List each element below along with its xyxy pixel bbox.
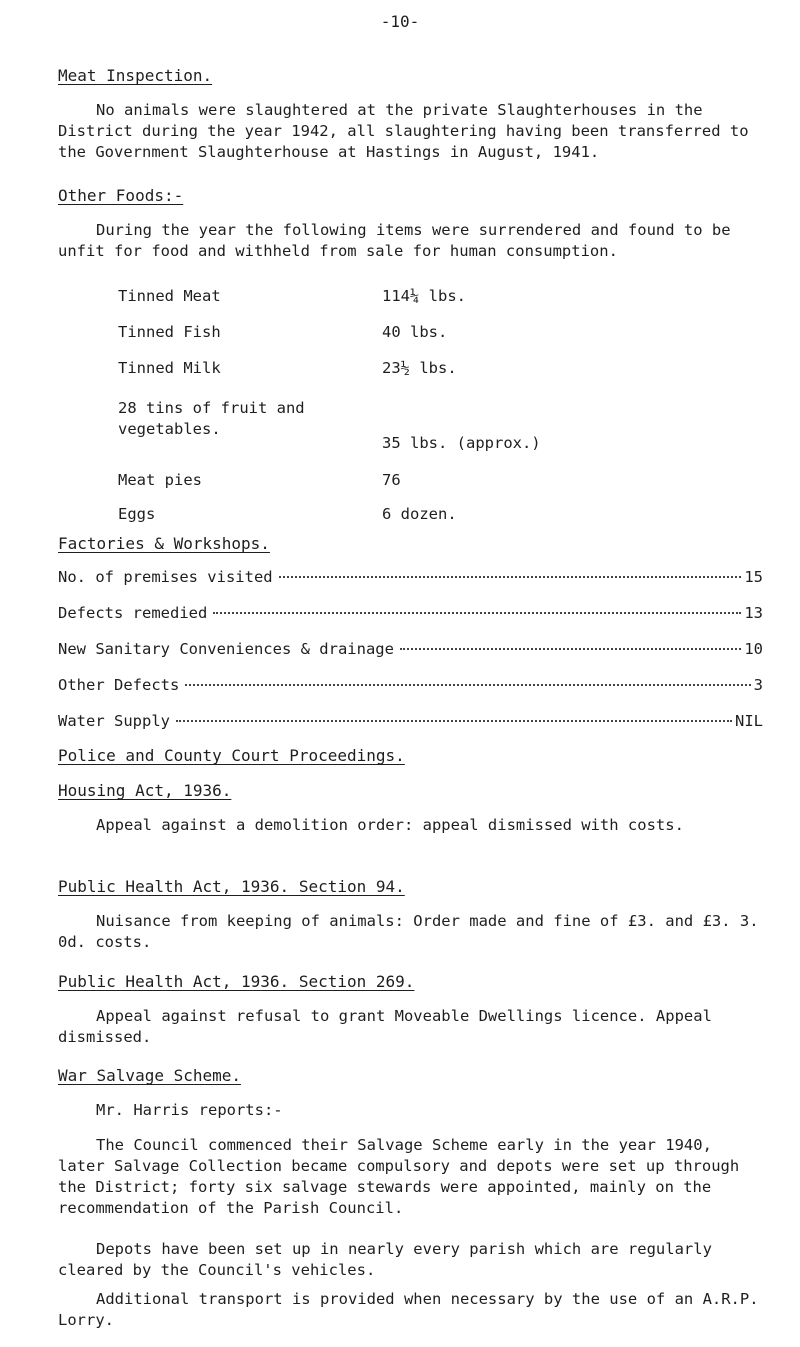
food-item-qty: 114¼ lbs. bbox=[382, 287, 466, 305]
food-item-name: Eggs bbox=[118, 505, 156, 523]
factories-row-value: 3 bbox=[753, 676, 763, 694]
dot-leader bbox=[176, 720, 732, 722]
page-number: -10- bbox=[380, 12, 420, 31]
meat-inspection-heading: Meat Inspection. bbox=[58, 66, 213, 85]
pha-269-heading: Public Health Act, 1936. Section 269. bbox=[58, 972, 415, 991]
meat-inspection-body: No animals were slaughtered at the private Slaughterhouses in the District during the year 1942, all slaughtering having been transferred to the Government Slaughterhouse at Hastings in August, 1941. bbox=[58, 101, 749, 161]
factories-row-label: No. of premises visited bbox=[58, 568, 273, 586]
factories-row-value: NIL bbox=[735, 712, 763, 730]
dot-leader bbox=[279, 576, 742, 578]
housing-act-heading: Housing Act, 1936. bbox=[58, 781, 232, 800]
war-salvage-heading: War Salvage Scheme. bbox=[58, 1066, 242, 1085]
dot-leader bbox=[400, 648, 741, 650]
pha-269-body: Appeal against refusal to grant Moveable Dwellings licence. Appeal dismissed. bbox=[58, 1007, 712, 1046]
factories-row-label: Other Defects bbox=[58, 676, 180, 694]
factories-row-value: 13 bbox=[744, 604, 763, 622]
factories-row-label: Defects remedied bbox=[58, 604, 208, 622]
factories-row-label: Water Supply bbox=[58, 712, 170, 730]
factories-heading: Factories & Workshops. bbox=[58, 534, 270, 553]
other-foods-heading: Other Foods:- bbox=[58, 186, 184, 205]
pha-94-body: Nuisance from keeping of animals: Order made and fine of £3. and £3. 3. 0d. costs. bbox=[58, 912, 759, 951]
food-item-qty: 23½ lbs. bbox=[382, 359, 457, 377]
factories-row bbox=[58, 675, 763, 696]
dot-leader bbox=[185, 684, 750, 686]
food-item-name: Tinned Fish bbox=[118, 323, 221, 341]
pha-94-heading: Public Health Act, 1936. Section 94. bbox=[58, 877, 405, 896]
factories-row bbox=[58, 567, 763, 588]
war-salvage-reporter: Mr. Harris reports:- bbox=[96, 1101, 283, 1119]
war-salvage-para-2: Depots have been set up in nearly every parish which are regularly cleared by the Council's vehicles. bbox=[58, 1240, 712, 1279]
factories-row-value: 10 bbox=[744, 640, 763, 658]
factories-row bbox=[58, 639, 763, 660]
war-salvage-para-3: Additional transport is provided when necessary by the use of an A.R.P. Lorry. bbox=[58, 1290, 759, 1329]
food-item-qty: 6 dozen. bbox=[382, 505, 457, 523]
other-foods-body: During the year the following items were surrendered and found to be unfit for food and withheld from sale for human consumption. bbox=[58, 221, 731, 260]
housing-act-body: Appeal against a demolition order: appeal dismissed with costs. bbox=[96, 816, 684, 834]
food-item-name: 28 tins of fruit and bbox=[118, 399, 305, 417]
factories-row bbox=[58, 711, 763, 732]
food-item-name: Tinned Meat bbox=[118, 287, 221, 305]
food-item-qty: 40 lbs. bbox=[382, 323, 448, 341]
food-item-name-cont: vegetables. bbox=[118, 420, 221, 438]
factories-row-value: 15 bbox=[744, 568, 763, 586]
food-item-name: Meat pies bbox=[118, 471, 202, 489]
food-item-name: Tinned Milk bbox=[118, 359, 221, 377]
food-item-qty: 35 lbs. (approx.) bbox=[382, 434, 541, 452]
factories-row-label: New Sanitary Conveniences & drainage bbox=[58, 640, 394, 658]
dot-leader bbox=[213, 612, 741, 614]
police-heading: Police and County Court Proceedings. bbox=[58, 746, 405, 765]
war-salvage-para-1: The Council commenced their Salvage Scheme early in the year 1940, later Salvage Collection became compulsory and depots were set up through the District; forty six salvage stewards were appointed, mainly on the recommendation of the Parish Council. bbox=[58, 1136, 740, 1217]
food-item-qty: 76 bbox=[382, 471, 401, 489]
factories-row bbox=[58, 603, 763, 624]
